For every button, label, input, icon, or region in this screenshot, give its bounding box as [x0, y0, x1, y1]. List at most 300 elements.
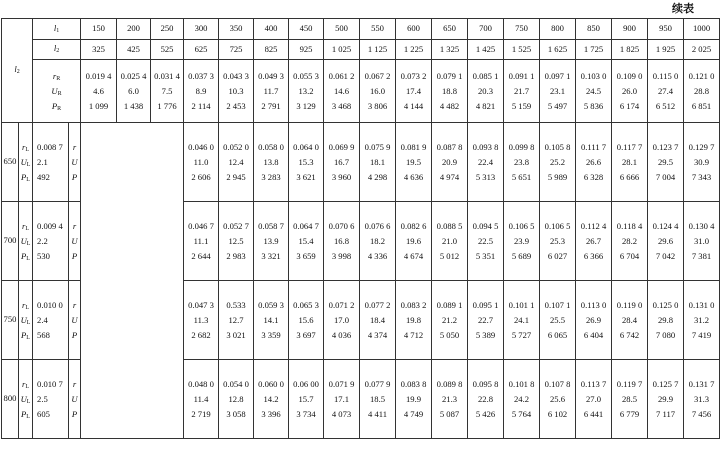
U-value: 31.3 [694, 393, 710, 404]
rRL-value: 0.071 2 [328, 299, 355, 310]
l2-value: 1 625 [540, 40, 576, 60]
row-l-values [33, 123, 69, 202]
l1-value: 600 [396, 19, 432, 40]
U-value: 11.4 [193, 393, 209, 404]
body-value-cell [648, 202, 684, 281]
P-mid-label: P [71, 250, 78, 261]
body-value-cell [684, 281, 720, 360]
rRL-value: 0.047 3 [188, 299, 214, 310]
U-value: 24.2 [514, 393, 530, 404]
UR-value: 8.9 [195, 85, 207, 96]
P-value: 4 298 [367, 171, 388, 182]
U-mid-label: U [71, 156, 78, 167]
PR-label: PR [51, 100, 62, 112]
PL-label: PL [21, 250, 30, 262]
body-value-cell [360, 281, 396, 360]
P-value: 7 080 [655, 329, 676, 340]
rRL-value: 0.088 5 [436, 220, 463, 231]
U-value: 17.0 [334, 314, 350, 325]
rRL-value: 0.107 8 [544, 378, 571, 389]
PL-label: PL [21, 408, 30, 420]
P-value: 4 749 [403, 408, 424, 419]
P-value: 5 651 [511, 171, 532, 182]
body-value-cell [396, 281, 432, 360]
rR-value: 0.067 2 [364, 70, 391, 81]
PL-value: 530 [37, 250, 50, 261]
UL-label: UL [20, 393, 31, 405]
U-value: 16.7 [334, 156, 350, 167]
rL-value: 0.009 4 [37, 220, 63, 231]
PR-value: 1 776 [157, 100, 177, 111]
corner-cell [2, 19, 33, 123]
UR-value: 17.4 [406, 85, 422, 96]
U-value: 15.6 [298, 314, 314, 325]
U-value: 22.5 [478, 235, 494, 246]
P-value: 3 359 [261, 329, 281, 340]
rRL-value: 0.077 2 [364, 299, 391, 310]
l2-value: 1 125 [360, 40, 396, 60]
PR-value: 1 438 [123, 100, 144, 111]
rL-label: rL [21, 141, 30, 153]
U-value: 22.7 [478, 314, 494, 325]
P-value: 4 036 [331, 329, 352, 340]
body-value-cell [576, 123, 612, 202]
P-value: 5 050 [439, 329, 460, 340]
U-value: 25.6 [550, 393, 566, 404]
r-value-cell [468, 60, 504, 123]
l1-header [33, 19, 81, 40]
P-value: 6 779 [619, 408, 640, 419]
r-value-cell [540, 60, 576, 123]
l1-value: 200 [117, 19, 151, 40]
l2-value: 325 [81, 40, 117, 60]
U-value: 26.9 [586, 314, 602, 325]
UL-value: 2.2 [37, 235, 48, 246]
body-value-cell [468, 360, 504, 439]
U-value: 19.8 [406, 314, 422, 325]
body-value-cell [648, 281, 684, 360]
P-value: 4 974 [439, 171, 460, 182]
P-value: 7 456 [691, 408, 712, 419]
U-value: 21.3 [442, 393, 458, 404]
body-value-cell [576, 360, 612, 439]
rRL-value: 0.105 8 [544, 141, 571, 152]
r-mid-label: r [72, 299, 77, 310]
U-value: 15.4 [298, 235, 314, 246]
P-value: 4 073 [331, 408, 352, 419]
r-mid-label: r [72, 378, 77, 389]
P-value: 7 004 [655, 171, 676, 182]
UL-value: 2.5 [37, 393, 48, 404]
PR-value: 3 129 [296, 100, 316, 111]
body-value-cell [289, 281, 324, 360]
PR-value: 2 453 [226, 100, 246, 111]
rRL-value: 0.064 0 [293, 141, 319, 152]
U-value: 29.8 [658, 314, 674, 325]
PR-value: 6 512 [655, 100, 676, 111]
U-value: 19.5 [406, 156, 422, 167]
P-value: 3 659 [296, 250, 316, 261]
rRL-value: 0.129 7 [688, 141, 715, 152]
rR-value: 0.121 0 [688, 70, 715, 81]
P-mid-label: P [71, 171, 78, 182]
rRL-value: 0.095 8 [472, 378, 499, 389]
l1-value: 650 [432, 19, 468, 40]
P-value: 3 321 [261, 250, 281, 261]
UR-value: 28.8 [694, 85, 710, 96]
l1-value: 500 [324, 19, 360, 40]
r-value-cell [612, 60, 648, 123]
body-value-cell [396, 202, 432, 281]
P-value: 6 065 [547, 329, 568, 340]
rL-value: 0.010 0 [37, 299, 63, 310]
row-l-values [33, 281, 69, 360]
rRL-value: 0.058 7 [258, 220, 284, 231]
U-value: 11.0 [193, 156, 209, 167]
rRL-value: 0.131 7 [688, 378, 715, 389]
U-value: 26.6 [586, 156, 602, 167]
P-value: 7 381 [691, 250, 712, 261]
PL-value: 605 [37, 408, 50, 419]
r-value-cell [289, 60, 324, 123]
body-value-cell [684, 360, 720, 439]
PL-label: PL [21, 329, 30, 341]
body-value-cell [289, 360, 324, 439]
P-value: 5 689 [511, 250, 532, 261]
P-value: 3 697 [296, 329, 316, 340]
UR-value: 27.4 [658, 85, 674, 96]
rRL-value: 0.130 4 [688, 220, 715, 231]
U-value: 25.3 [550, 235, 566, 246]
continued-label: 续表 [672, 2, 694, 15]
body-value-cell [396, 360, 432, 439]
U-value: 29.9 [658, 393, 674, 404]
rR-value: 0.115 0 [652, 70, 679, 81]
U-value: 20.9 [442, 156, 458, 167]
P-mid-label: P [71, 329, 78, 340]
empty-block [81, 123, 184, 439]
P-value: 5 426 [475, 408, 496, 419]
rRL-value: 0.083 2 [400, 299, 427, 310]
PR-value: 1 099 [88, 100, 109, 111]
rR-value: 0.109 0 [616, 70, 643, 81]
rR-value: 0.091 1 [508, 70, 535, 81]
P-value: 4 712 [403, 329, 424, 340]
r-value-cell [81, 60, 117, 123]
UL-label: UL [20, 156, 31, 168]
rRL-value: 0.077 9 [364, 378, 391, 389]
l1-value: 850 [576, 19, 612, 40]
PR-value: 5 497 [547, 100, 568, 111]
body-value-cell [504, 123, 540, 202]
P-value: 5 087 [439, 408, 460, 419]
rL-value: 0.010 7 [37, 378, 63, 389]
P-value: 3 283 [261, 171, 281, 182]
rR-value: 0.097 1 [544, 70, 571, 81]
l1-value: 350 [219, 19, 254, 40]
U-value: 27.0 [586, 393, 602, 404]
PR-value: 5 159 [511, 100, 532, 111]
U-value: 18.4 [370, 314, 386, 325]
P-value: 5 764 [511, 408, 532, 419]
UL-value: 2.4 [37, 314, 48, 325]
rRL-value: 0.069 9 [328, 141, 355, 152]
body-value-cell [612, 281, 648, 360]
body-value-cell [612, 360, 648, 439]
U-value: 25.5 [550, 314, 566, 325]
row-symbols [19, 360, 33, 439]
U-value: 28.5 [622, 393, 638, 404]
body-value-cell [360, 123, 396, 202]
l2-value: 1 725 [576, 40, 612, 60]
rRL-value: 0.082 6 [400, 220, 427, 231]
l2-value: 425 [117, 40, 151, 60]
P-value: 5 012 [439, 250, 460, 261]
UR-value: 23.1 [550, 85, 566, 96]
P-value: 2 983 [226, 250, 246, 261]
l2-value: 1 825 [612, 40, 648, 60]
P-value: 6 666 [619, 171, 640, 182]
U-value: 12.4 [228, 156, 244, 167]
rR-label: rR [52, 70, 61, 82]
U-value: 24.1 [514, 314, 530, 325]
rRL-value: 0.123 7 [652, 141, 679, 152]
P-value: 3 021 [226, 329, 246, 340]
U-value: 18.2 [370, 235, 386, 246]
body-value-cell [648, 360, 684, 439]
rR-value: 0.049 3 [258, 70, 284, 81]
l1-value: 750 [504, 19, 540, 40]
U-value: 23.8 [514, 156, 530, 167]
rL-label: rL [21, 378, 30, 390]
rRL-value: 0.075 9 [364, 141, 391, 152]
r-value-cell [648, 60, 684, 123]
rRL-value: 0.065 3 [293, 299, 319, 310]
body-value-cell [324, 202, 360, 281]
body-value-cell [360, 360, 396, 439]
r-value-cell [151, 60, 184, 123]
U-mid-label: U [71, 235, 78, 246]
rRL-value: 0.076 6 [364, 220, 391, 231]
rRL-value: 0.118 4 [616, 220, 643, 231]
rL-label: rL [21, 299, 30, 311]
r-mid-label: r [72, 220, 77, 231]
U-mid-label: U [71, 314, 78, 325]
body-value-cell [540, 123, 576, 202]
l1-label: l1 [53, 22, 60, 34]
body-value-cell [432, 202, 468, 281]
U-value: 17.1 [334, 393, 350, 404]
body-value-cell [360, 202, 396, 281]
UR-value: 18.8 [442, 85, 458, 96]
PR-value: 3 806 [367, 100, 388, 111]
row-mid-symbols [69, 123, 81, 202]
l2-header [33, 40, 81, 60]
U-value: 21.0 [442, 235, 458, 246]
U-value: 29.6 [658, 235, 674, 246]
rRL-value: 0.083 8 [400, 378, 427, 389]
body-value-cell [648, 123, 684, 202]
body-value-cell [219, 123, 254, 202]
rR-value: 0.079 1 [436, 70, 463, 81]
body-value-cell [540, 281, 576, 360]
P-value: 7 419 [691, 329, 712, 340]
body-value-cell [254, 360, 289, 439]
l1-value: 1000 [684, 19, 720, 40]
rRL-value: 0.106 5 [508, 220, 535, 231]
P-mid-label: P [71, 408, 78, 419]
body-value-cell [468, 281, 504, 360]
r-value-cell [254, 60, 289, 123]
body-value-cell [432, 360, 468, 439]
row-symbols [19, 281, 33, 360]
P-value: 6 404 [583, 329, 604, 340]
U-value: 22.4 [478, 156, 494, 167]
row-l2-label: l2 [14, 64, 20, 76]
body-value-cell [254, 281, 289, 360]
U-value: 28.1 [622, 156, 638, 167]
U-value: 14.1 [263, 314, 279, 325]
PR-value: 4 821 [475, 100, 496, 111]
rRL-value: 0.046 7 [188, 220, 214, 231]
P-value: 7 042 [655, 250, 676, 261]
U-value: 15.3 [298, 156, 314, 167]
row-l-values [33, 360, 69, 439]
row-l2-value: 800 [2, 360, 19, 439]
rRL-value: 0.052 0 [223, 141, 249, 152]
body-value-cell [468, 202, 504, 281]
P-value: 6 704 [619, 250, 640, 261]
U-value: 22.8 [478, 393, 494, 404]
UR-value: 10.3 [228, 85, 244, 96]
rRL-value: 0.093 8 [472, 141, 499, 152]
body-value-cell [540, 202, 576, 281]
PL-value: 568 [37, 329, 50, 340]
rRL-value: 0.113 7 [580, 378, 607, 389]
PR-value: 5 836 [583, 100, 604, 111]
U-value: 13.8 [263, 156, 279, 167]
rR-value: 0.073 2 [400, 70, 427, 81]
rR-value: 0.085 1 [472, 70, 499, 81]
U-value: 28.4 [622, 314, 638, 325]
PR-value: 6 851 [691, 100, 712, 111]
body-value-cell [504, 202, 540, 281]
P-value: 4 636 [403, 171, 424, 182]
rRL-value: 0.124 4 [652, 220, 679, 231]
U-value: 18.5 [370, 393, 386, 404]
l1-value: 800 [540, 19, 576, 40]
l2-value: 725 [219, 40, 254, 60]
P-value: 2 719 [191, 408, 211, 419]
rRL-value: 0.112 4 [580, 220, 607, 231]
P-value: 3 621 [296, 171, 316, 182]
rRL-value: 0.101 8 [508, 378, 535, 389]
rR-value: 0.019 4 [85, 70, 112, 81]
rR-value: 0.031 4 [154, 70, 180, 81]
r-value-cell [219, 60, 254, 123]
U-value: 13.9 [263, 235, 279, 246]
UR-value: 26.0 [622, 85, 638, 96]
body-value-cell [540, 360, 576, 439]
body-value-cell [504, 281, 540, 360]
rR-value: 0.103 0 [580, 70, 607, 81]
l2-value: 1 525 [504, 40, 540, 60]
rR-value: 0.055 3 [293, 70, 319, 81]
UR-value: 4.6 [93, 85, 104, 96]
rRL-value: 0.064 7 [293, 220, 319, 231]
P-value: 5 313 [475, 171, 496, 182]
body-value-cell [684, 123, 720, 202]
U-value: 23.9 [514, 235, 530, 246]
body-value-cell [254, 123, 289, 202]
l2-value: 825 [254, 40, 289, 60]
P-value: 3 960 [331, 171, 352, 182]
rRL-value: 0.533 [226, 299, 246, 310]
body-value-cell [219, 202, 254, 281]
body-value-cell [184, 123, 219, 202]
UR-value: 16.0 [370, 85, 386, 96]
rRL-value: 0.094 5 [472, 220, 499, 231]
data-table [1, 18, 720, 439]
body-value-cell [396, 123, 432, 202]
body-value-cell [184, 360, 219, 439]
UR-value: 13.2 [298, 85, 314, 96]
l1-value: 300 [184, 19, 219, 40]
l1-value: 900 [612, 19, 648, 40]
l1-value: 400 [254, 19, 289, 40]
P-value: 6 742 [619, 329, 640, 340]
row-l2-value: 700 [2, 202, 19, 281]
UR-label: UR [51, 85, 62, 97]
U-value: 12.7 [228, 314, 244, 325]
U-value: 11.3 [193, 314, 209, 325]
U-value: 28.2 [622, 235, 638, 246]
P-value: 5 989 [547, 171, 568, 182]
rRL-value: 0.125 0 [652, 299, 679, 310]
rRL-value: 0.070 6 [328, 220, 355, 231]
rRL-value: 0.048 0 [188, 378, 214, 389]
PR-value: 6 174 [619, 100, 640, 111]
UR-value: 11.7 [263, 85, 279, 96]
UR-value: 7.5 [161, 85, 173, 96]
l2-value: 1 425 [468, 40, 504, 60]
UL-value: 2.1 [37, 156, 48, 167]
P-value: 3 058 [226, 408, 246, 419]
rRL-value: 0.107 1 [544, 299, 571, 310]
l1-value: 150 [81, 19, 117, 40]
l2-value: 925 [289, 40, 324, 60]
PL-label: PL [21, 171, 30, 183]
row-mid-symbols [69, 281, 81, 360]
P-value: 2 945 [226, 171, 246, 182]
U-value: 25.2 [550, 156, 566, 167]
body-value-cell [219, 360, 254, 439]
rRL-value: 0.099 8 [508, 141, 535, 152]
rRL-value: 0.095 1 [472, 299, 499, 310]
UR-value: 24.5 [586, 85, 602, 96]
body-value-cell [184, 202, 219, 281]
rR-value: 0.043 3 [223, 70, 249, 81]
l2-value: 525 [151, 40, 184, 60]
body-value-cell [324, 360, 360, 439]
row-mid-symbols [69, 360, 81, 439]
U-value: 21.2 [442, 314, 458, 325]
UL-label: UL [20, 314, 31, 326]
U-value: 18.1 [370, 156, 386, 167]
rRL-value: 0.119 7 [616, 378, 643, 389]
body-value-cell [254, 202, 289, 281]
body-value-cell [684, 202, 720, 281]
